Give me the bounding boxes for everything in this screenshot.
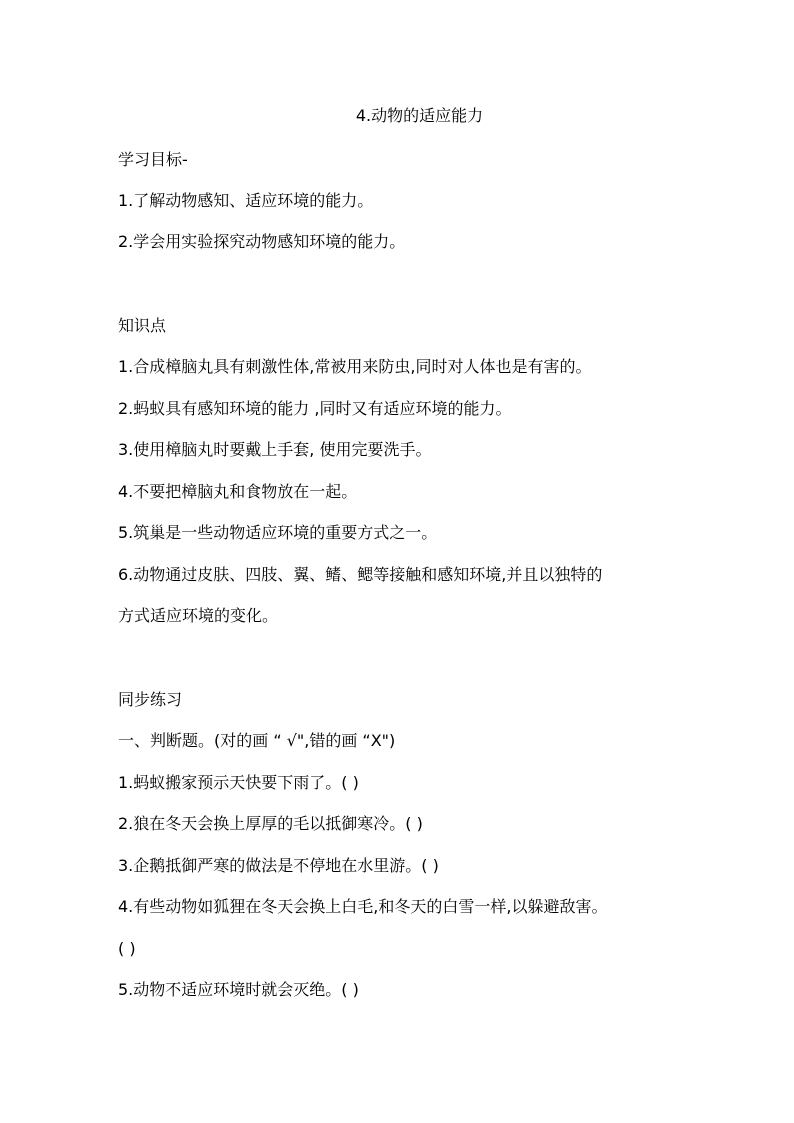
objective-item: 1.了解动物感知、适应环境的能力。	[118, 191, 374, 210]
practice-question: 2.狼在冬天会换上厚厚的毛以抵御寒冷。( )	[118, 814, 423, 833]
practice-question: 1.蚂蚁搬家预示天快要下雨了。( )	[118, 773, 359, 792]
knowledge-item: 5.筑巢是一些动物适应环境的重要方式之一。	[118, 523, 438, 542]
knowledge-heading: 知识点	[118, 316, 167, 335]
knowledge-item: 2.蚂蚁具有感知环境的能力 ,同时又有适应环境的能力。	[118, 399, 512, 418]
practice-question-continuation: ( )	[118, 939, 136, 958]
practice-section-title: 一、判断题。(对的画 “ √",错的画 “X")	[118, 731, 396, 750]
knowledge-item: 1.合成樟脑丸具有刺激性体,常被用来防虫,同时对人体也是有害的。	[118, 357, 592, 376]
page-title: 4.动物的适应能力	[355, 106, 484, 125]
practice-question: 4.有些动物如狐狸在冬天会换上白毛,和冬天的白雪一样,以躲避敌害。	[118, 897, 608, 916]
practice-question: 5.动物不适应环境时就会灭绝。( )	[118, 980, 359, 999]
practice-heading: 同步练习	[118, 690, 183, 709]
knowledge-item: 4.不要把樟脑丸和食物放在一起。	[118, 482, 358, 501]
knowledge-item: 6.动物通过皮肤、四肢、翼、鳍、鳃等接触和感知环境,并且以独特的	[118, 565, 603, 584]
knowledge-item: 3.使用樟脑丸时要戴上手套, 使用完要洗手。	[118, 440, 432, 459]
objectives-heading: 学习目标-	[118, 150, 188, 169]
knowledge-item-continuation: 方式适应环境的变化。	[118, 606, 279, 625]
practice-question: 3.企鹅抵御严寒的做法是不停地在水里游。( )	[118, 856, 439, 875]
objective-item: 2.学会用实验探究动物感知环境的能力。	[118, 232, 406, 251]
